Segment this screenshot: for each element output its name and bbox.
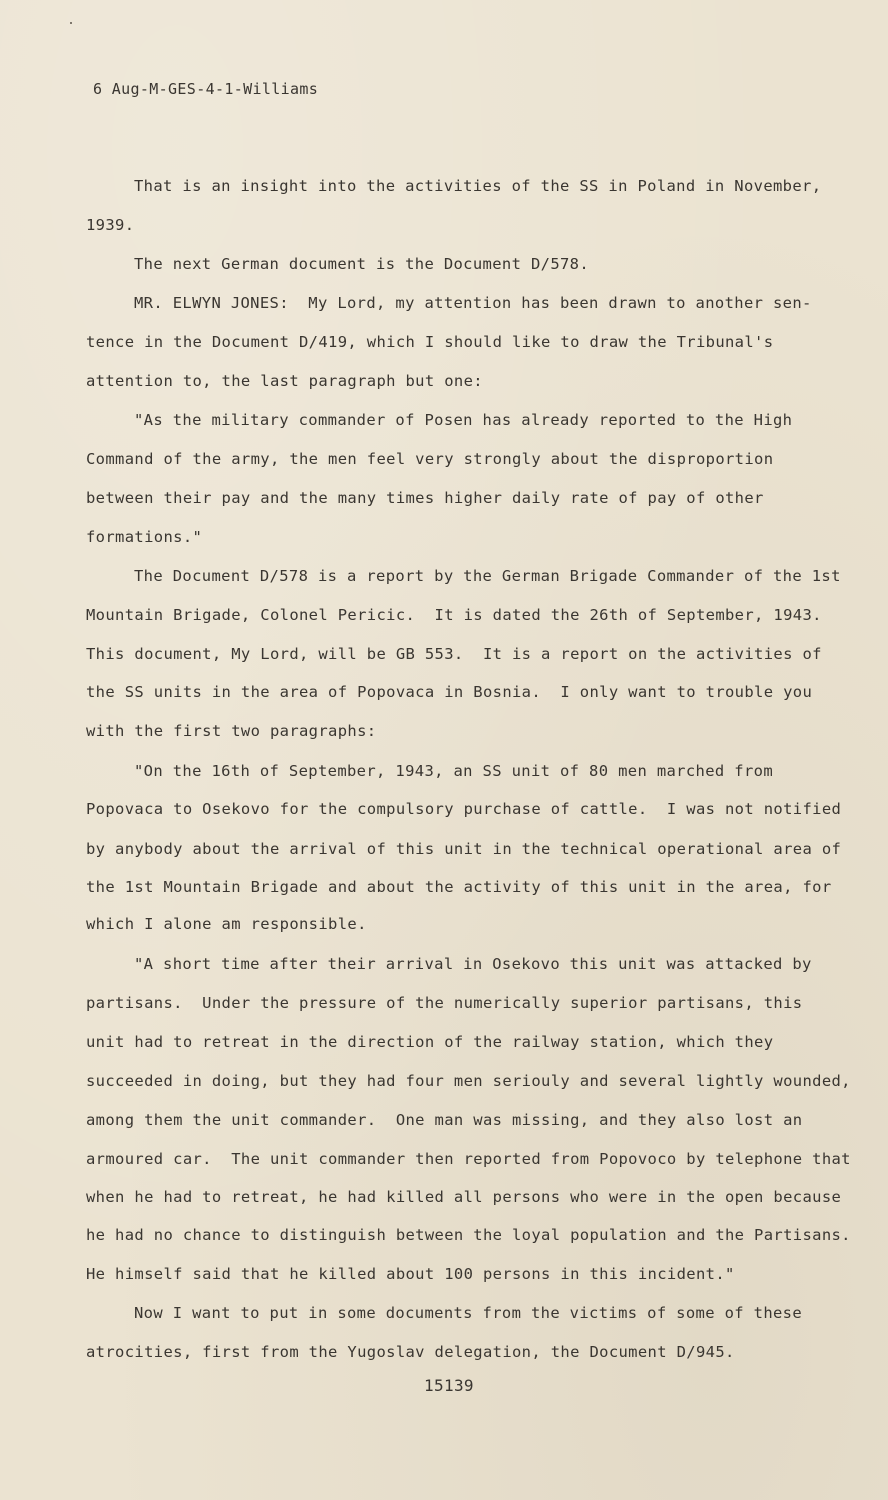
text-line-3: The next German document is the Document D/578. — [134, 255, 590, 273]
text-line-14: the SS units in the area of Popovaca in Bosnia. I only want to trouble you — [86, 683, 813, 701]
text-line-18: by anybody about the arrival of this unit in the technical operational area of — [86, 840, 842, 858]
text-line-23: unit had to retreat in the direction of the railway station, which they — [86, 1033, 774, 1051]
page-number: 15139 — [424, 1376, 474, 1395]
text-line-2: 1939. — [86, 216, 135, 234]
text-line-12: Mountain Brigade, Colonel Pericic. It is dated the 26th of September, 1943. — [86, 606, 822, 624]
text-line-17: Popovaca to Osekovo for the compulsory purchase of cattle. I was not notified — [86, 800, 842, 818]
text-line-6: attention to, the last paragraph but one: — [86, 372, 483, 390]
text-line-5: tence in the Document D/419, which I should like to draw the Tribunal's — [86, 333, 774, 351]
text-line-26: armoured car. The unit commander then reported from Popovoco by telephone that — [86, 1150, 851, 1168]
text-line-29: He himself said that he killed about 100 persons in this incident." — [86, 1265, 735, 1283]
text-line-27: when he had to retreat, he had killed all persons who were in the open because — [86, 1188, 842, 1206]
paper-speck — [70, 22, 72, 24]
text-line-7: "As the military commander of Posen has already reported to the High — [134, 411, 793, 429]
text-line-28: he had no chance to distinguish between the loyal population and the Partisans. — [86, 1226, 851, 1244]
text-line-16: "On the 16th of September, 1943, an SS unit of 80 men marched from — [134, 762, 773, 780]
text-line-22: partisans. Under the pressure of the numerically superior partisans, this — [86, 994, 803, 1012]
text-line-20: which I alone am responsible. — [86, 915, 367, 933]
text-line-1: That is an insight into the activities of the SS in Poland in November, — [134, 177, 822, 195]
text-line-11: The Document D/578 is a report by the German Brigade Commander of the 1st — [134, 567, 841, 585]
text-line-9: between their pay and the many times higher daily rate of pay of other — [86, 489, 764, 507]
page-header: 6 Aug-M-GES-4-1-Williams — [93, 80, 319, 98]
text-line-30: Now I want to put in some documents from the victims of some of these — [134, 1304, 803, 1322]
text-line-13: This document, My Lord, will be GB 553. It is a report on the activities of — [86, 645, 822, 663]
text-line-31: atrocities, first from the Yugoslav delegation, the Document D/945. — [86, 1343, 735, 1361]
text-line-21: "A short time after their arrival in Osekovo this unit was attacked by — [134, 955, 812, 973]
text-line-4: MR. ELWYN JONES: My Lord, my attention has been drawn to another sen- — [134, 294, 812, 312]
text-line-8: Command of the army, the men feel very strongly about the disproportion — [86, 450, 774, 468]
text-line-10: formations." — [86, 528, 203, 546]
text-line-25: among them the unit commander. One man was missing, and they also lost an — [86, 1111, 803, 1129]
text-line-24: succeeded in doing, but they had four men seriouly and several lightly wounded, — [86, 1072, 851, 1090]
text-line-15: with the first two paragraphs: — [86, 722, 377, 740]
text-line-19: the 1st Mountain Brigade and about the activity of this unit in the area, for — [86, 878, 832, 896]
